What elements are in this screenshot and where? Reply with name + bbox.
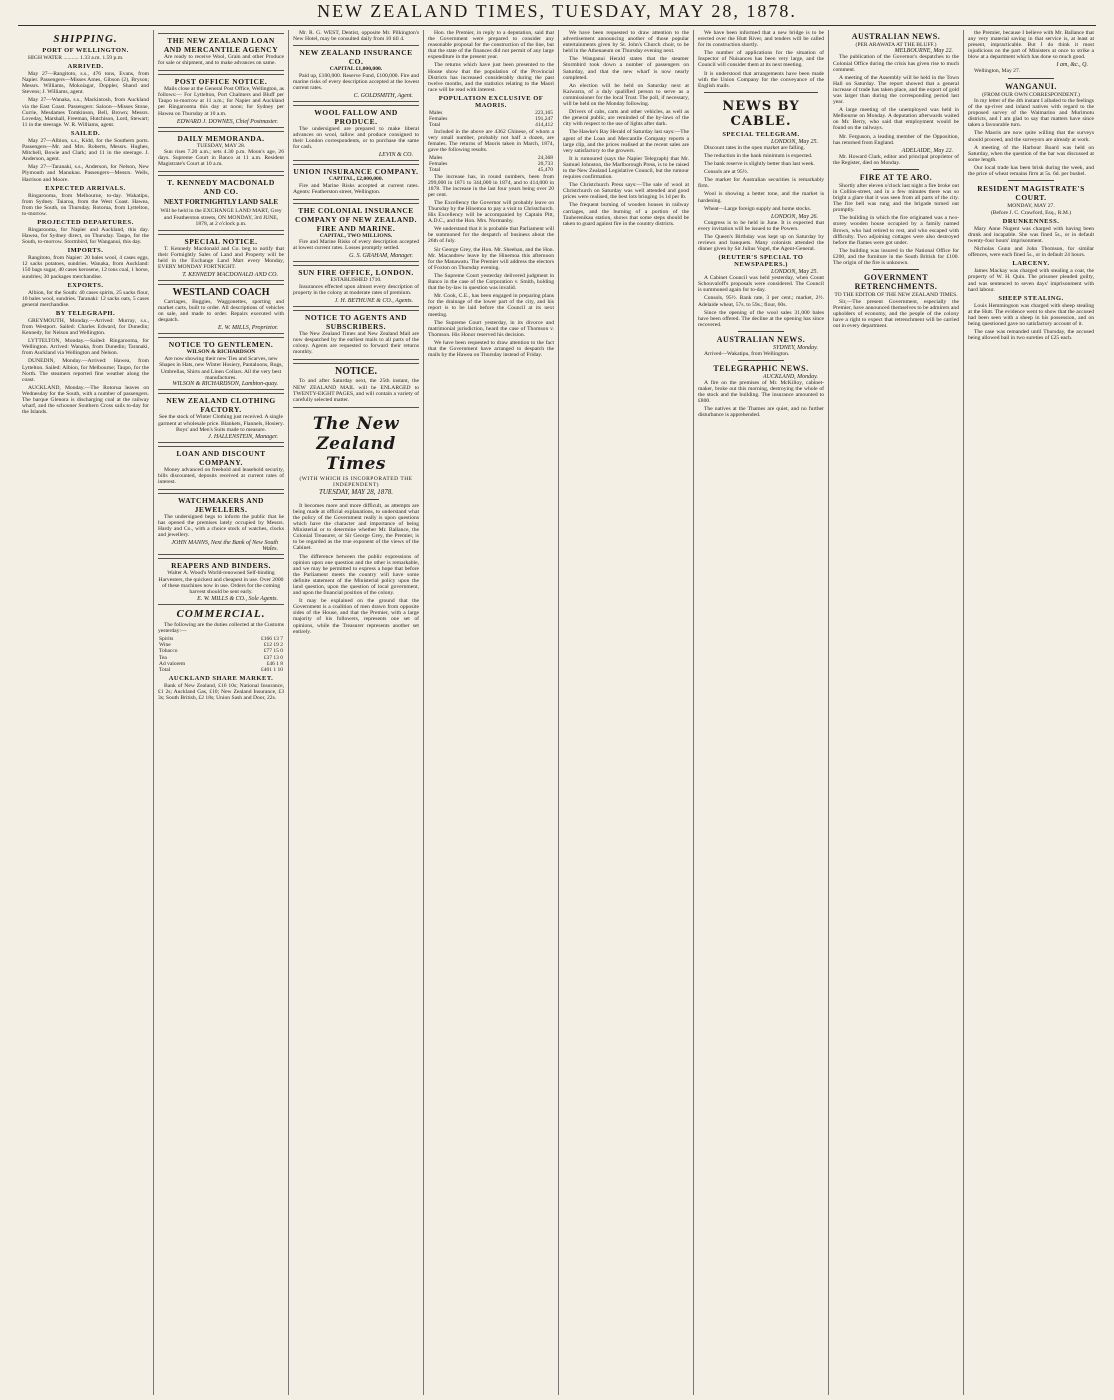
article-paragraph: Included in the above are 4362 Chinese, of whom a very small number, probably not half a dozen, are females. The returns of Maoris taken in March, 1874, gave the following results. — [428, 128, 554, 153]
ad-text: Carriages, Buggies, Waggonettes, sporting and market carts, built to order. All descriptions of vehicles on sale, and made to order. Repairs executed with despatch. — [158, 298, 284, 324]
row-label: Females — [429, 116, 448, 123]
correspondent-line: (FROM OUR OWN CORRESPONDENT.) — [982, 91, 1080, 98]
article-paragraph: Drivers of cabs, carts and other vehicles, as well as the general public, are reminded of the by-laws of the city with respect to the use of lights after dark. — [563, 109, 689, 128]
article-paragraph: The Christchurch Press says:—The sale of wool at Christchurch on Saturday was well attended and good prices were realised, the best lots bringing 1s 1d per lb. — [563, 182, 689, 201]
column-1 — [18, 30, 153, 1395]
ad-text: Fire and Marine Risks of every description accepted at lowest current rates. Losses promptly settled. — [293, 239, 419, 252]
ad-text: Fire and Marine Risks accepted at current rates. Agents: Featherston street, Wellington. — [293, 182, 419, 195]
row-value: £46 1 8 — [266, 660, 283, 667]
commercial-text: The following are the duties collected at the Customs yesterday:— — [158, 621, 284, 634]
divider — [333, 499, 379, 500]
reuter-heading: (REUTER'S SPECIAL TO NEWSPAPERS.) — [718, 254, 804, 269]
row-value: 20,733 — [537, 161, 553, 168]
port-heading: PORT OF WELLINGTON. — [42, 47, 129, 54]
ad-heading: UNION INSURANCE COMPANY. — [293, 167, 419, 177]
ad-heading: LOAN AND DISCOUNT COMPANY. — [176, 448, 266, 467]
shipping-paragraph: AUCKLAND, Monday.—The Rotorua leaves on Wednesday for the South, with a number of passengers. The barque Glenora is discharging coal at the railway wharf, and the schooner Southern Cross sails to-day for the Islands. — [22, 384, 149, 416]
ad-heading: SUN FIRE OFFICE, LONDON. — [298, 268, 414, 278]
advertisement — [158, 337, 284, 390]
leader-paragraph: It may be explained on the ground that the Government is a coalition of men drawn from opposite sides of the House, and that the Premier, with a large majority of his followers, represents one set of opinions, while the Treasurer represents another set entirely. — [293, 598, 419, 635]
news-item: A large meeting of the unemployed was held in Melbourne on Monday. A deputation afterwards waited on Mr. Berry, who said that employment would be found on the railways. — [833, 107, 959, 132]
exports-heading: EXPORTS. — [67, 281, 104, 289]
row-label: Males — [429, 109, 443, 116]
dateline: LONDON, May 25. — [770, 138, 818, 145]
advertisement — [293, 310, 419, 360]
article-paragraph: The Supreme Court yesterday, in its divorce and matrimonial jurisdiction, heard the case of Thomson v. Thomson. His Honor reserved his decision. — [428, 319, 554, 338]
article-paragraph: The returns which have just been presented to the House show that the population of the Provincial Districts has increased considerably during the past twelve months, and the statistics relating to the Maori race will be read with interest. — [428, 62, 554, 93]
cable-item: Discount rates in the open market are falling. — [704, 144, 805, 151]
projected-heading: PROJECTED DEPARTURES. — [37, 218, 134, 226]
shipping-paragraph: May 27—Rangitoto, s.s., 476 tons, Evans, from Napier. Passengers—Misses Ames, Gibson (2), Bryson; Messrs. Williams, Mokoiagar, Doppler, Shand and Stevens; J. Williams, agent. — [22, 71, 149, 96]
divider — [1008, 78, 1054, 79]
row-value: £166 13 7 — [261, 636, 283, 643]
advertisement — [158, 33, 284, 71]
ad-text: Paid up, £100,000. Reserve Fund, £100,000. Fire and marine risks of every description accepted at the lowest current rates. — [293, 72, 419, 91]
news-item: A fire on the premises of Mr. McKilloy, cabinet-maker, broke out this morning, destroying the whole of the stock and the building. The insurance amounted to £800. — [698, 380, 824, 405]
ad-text: Sun rises 7.20 a.m.; sets 4.30 p.m. Moon's age, 26 days. Supreme Court in Banco at 11 a.m. Resident Magistrate's Court at 10 a.m. — [158, 149, 284, 168]
ad-subheading: WILSON & RICHARDSON — [186, 349, 256, 356]
ad-heading: WOOL FALLOW AND PRODUCE. — [314, 107, 398, 126]
shipping-paragraph: GREYMOUTH, Monday.—Arrived: Murray, s.s., from Westport. Sailed: Charles Edward, for Dunedin; Kennedy, for Nelson and Wellington. — [22, 317, 149, 337]
ad-heading: T. KENNEDY MACDONALD AND CO. — [167, 178, 275, 197]
ad-text: Insurances effected upon almost every description of property in the colony at moderate rates of premium. — [293, 283, 419, 296]
row-label: Ad valorem — [159, 660, 186, 667]
leader-date: TUESDAY, MAY 28, 1878. — [318, 487, 394, 496]
case-paragraph: Louis Hemmingson was charged with sheep stealing at the Hutt. The evidence went to show that the accused had been seen with a sheep in his possession, and on being questioned gave no satisfactory account of it. — [968, 302, 1094, 328]
advertisement — [293, 164, 419, 200]
ad-signature: T. KENNEDY MACDONALD AND CO. — [182, 271, 278, 278]
news-item: The natives at the Thames are quiet, and no further disturbance is apprehended. — [698, 406, 824, 419]
ad-heading: DAILY MEMORANDA. — [177, 133, 265, 143]
ad-text: Are ready to receive Wool, Grain and other Produce for sale or shipment, and to make advances on same. — [158, 54, 284, 67]
ad-text: Walter A. Wood's World-renowned Self-binding Harvesters, the quickest and cheapest in use. Over 2000 of these machines now in use. Orders for the coming harvest should be sent early. — [158, 570, 284, 596]
advertisement — [158, 558, 284, 605]
news-item: Mr. Ferguson, a leading member of the Opposition, has returned from England. — [833, 133, 959, 146]
row-label: Total — [429, 167, 441, 174]
case-paragraph: The case was remanded until Thursday, the accused being allowed bail in two sureties of £25 each. — [968, 329, 1094, 342]
letter-paragraph: Sir,—The present Government, especially the Premier, have announced themselves to be admirers and upholders of economy, and the people of the colony have a right to expect that retrenchment will be carried out in every department. — [833, 298, 959, 329]
newspaper-subtitle: (WITH WHICH IS INCORPORATED THE INDEPENDENT) — [299, 475, 413, 488]
ad-signature: WILSON & RICHARDSON, Lambton-quay. — [172, 381, 278, 388]
case-heading: SHEEP STEALING. — [998, 294, 1064, 302]
court-date: MONDAY, MAY 27. — [1007, 203, 1055, 210]
shipping-title: SHIPPING. — [53, 33, 118, 45]
row-label: Males — [429, 154, 443, 161]
advertisement — [158, 493, 284, 555]
shipping-paragraph: Ringarooma, for Napier and Auckland, this day. Hawea, for Sydney direct, on Thursday. Taupo, for the South, to-morrow. Stormbird, for Wanganui, this day. — [22, 226, 149, 246]
duties-table — [158, 636, 284, 673]
dateline: LONDON, May 25. — [770, 269, 818, 276]
article-paragraph: We have been requested to draw attention to the advertisement announcing another of those popular entertainments given by St. John's Church choir, to be held in the Athenaeum on Thursday evening next. — [563, 30, 689, 55]
retrenchments-heading: GOVERNMENT RETRENCHMENTS. — [854, 273, 938, 292]
advertisement — [158, 393, 284, 442]
divider — [1008, 180, 1054, 181]
shipping-paragraph: Albion, for the South: 40 cases spirits, 25 sacks flour, 10 bales wool, sundries. Taranaki: 12 sacks oats, 5 cases general merchandise. — [22, 289, 149, 308]
ad-subheading: ESTABLISHED 1710. — [330, 277, 382, 284]
ad-text: T. Kennedy Macdonald and Co. beg to notify that their Fortnightly Sales of Land and Property will be held in the Exchange Land Mart every Monday, EVERY MONDAY FORTNIGHT. — [158, 245, 284, 270]
letter-paragraph: the Premier, because I believe with Mr. Ballance that any very material saving in that service is, at least at present, impracticable. But I do think it most injudicious on the part of Ministers at once to strike a blow at a department which has done so much good. — [968, 30, 1094, 61]
shipping-paragraph: Ringarooma, from Melbourne, to-day. Wakatipu, from Sydney. Taiaroa, from the West Coast. Hawea, from the South, on Thursday. Rotorua, from Lyttelton, to-morrow. — [22, 192, 149, 217]
row-value: 223,165 — [535, 109, 553, 116]
article-paragraph: The Wanganui Herald states that the steamer Stormbird took down a number of passengers on Saturday, and that the new wharf is now nearly completed. — [563, 56, 689, 81]
divider — [738, 331, 784, 332]
divider — [738, 360, 784, 361]
row-label: Spirits — [159, 636, 174, 643]
cable-news-title: NEWS BY CABLE. — [722, 98, 800, 129]
column-7 — [828, 30, 963, 1395]
sailed-heading: SAILED. — [70, 129, 101, 137]
article-paragraph: We understand that it is probable that Parliament will be summoned for the despatch of business about the 26th of July. — [428, 226, 554, 245]
cable-item: Congress is to be held in June. It is expected that every invitation will be issued to the Powers. — [698, 219, 824, 232]
ad-text: The undersigned are prepared to make liberal advances on wool, tallow and produce consigned to their London correspondents, or to purchase the same for cash. — [293, 125, 419, 151]
letter-signature: I am, &c., Q. — [1056, 62, 1088, 69]
article-paragraph: It is understood that arrangements have been made with the Union Company for the conveyance of the English mails. — [698, 70, 824, 89]
ad-heading: WESTLAND COACH — [172, 286, 270, 298]
advertisement — [158, 175, 284, 230]
dateline: LONDON, May 26. — [770, 213, 818, 220]
article-paragraph: The increase has, in round numbers, been from 299,000 in 1871 to 344,000 in 1874, and to 414,000 in 1878. The increase in the last four years being over 20 per cent. — [428, 173, 554, 198]
row-value: 24,368 — [537, 154, 553, 161]
cable-item: Since the opening of the wool sales 31,000 bales have been offered. The decline at the opening has since recovered. — [698, 309, 824, 328]
ad-signature: C. GOLDSMITH, Agent. — [353, 92, 413, 99]
ad-signature: G. S. GRAHAM, Manager. — [349, 253, 413, 260]
shipping-paragraph: Rangitoto, from Napier: 20 bales wool, 4 cases eggs, 12 sacks potatoes, sundries. Wanaka, from Auckland: 150 bags sugar, 40 cases kerosene, 12 tons coal, 1 horse, sundries; 30 packages merchandise. — [22, 255, 149, 280]
cable-item: Wool is showing a better tone, and the market is hardening. — [698, 191, 824, 204]
letter-addressee: TO THE EDITOR OF THE NEW ZEALAND TIMES. — [834, 292, 958, 299]
cable-item: Wheat—Large foreign supply and home stocks. — [704, 205, 812, 212]
article-paragraph: An election will be held on Saturday next at Kaiwarra, of a duly qualified person to serve as a commissioner for the local Trust. The poll, if necessary, will be held on the Monday following. — [563, 82, 689, 108]
ad-heading: NEW ZEALAND INSURANCE CO. — [299, 48, 413, 67]
population-table — [428, 110, 554, 129]
article-paragraph: A meeting of the Harbour Board was held on Saturday, when the question of the bar was discussed at some length. — [968, 144, 1094, 163]
ad-text: The undersigned begs to inform the public that he has opened the premises lately occupied by Messrs. Hardy and Co., with a choice stock of watches, clocks and jewellery. — [158, 513, 284, 539]
ad-text: Money advanced on freehold and leasehold security, bills discounted, deposits received at current rates of interest. — [158, 466, 284, 485]
article-paragraph: We have been requested to draw attention to the fact that the Government have arranged to despatch the mails by the Hawea on Thursday instead of Friday. — [428, 339, 554, 359]
ad-text: See the stock of Winter Clothing just received. A single garment at wholesale price. Blankets, Flannels, Hosiery. Boys' and Men's Suits made to measure. — [158, 414, 284, 434]
article-paragraph: The number of applications for the situation of Inspector of Nuisances has been very large, and the Council will consider them at its next meeting. — [698, 50, 824, 69]
row-label: Wine — [159, 642, 171, 649]
divider — [704, 92, 818, 93]
row-label: Females — [429, 161, 448, 168]
column-8 — [963, 30, 1098, 1395]
ad-signature: E. W. MILLS & CO., Sole Agents. — [197, 595, 278, 602]
news-item: Mr. Howard Clark, editor and principal proprietor of the Register, died on Monday. — [833, 153, 959, 166]
ad-text: Are now showing their new Ties and Scarves, new Shapes in Hats, new Winter Hosiery, Pantaloons, Rugs, Umbrellas, Shirts and Linen Collars. All the very best manufactures. — [159, 355, 283, 381]
wanganui-heading: WANGANUI. — [1005, 81, 1057, 91]
commercial-title: COMMERCIAL. — [176, 607, 266, 620]
ad-text: The New Zealand Times and New Zealand Mail are now despatched by the earliest mails to all parts of the colony. Agents are requested to forward their returns monthly. — [293, 331, 419, 356]
ad-subheading: NEXT FORTNIGHTLY LAND SALE — [163, 198, 279, 207]
dateline: AUCKLAND, Monday. — [762, 374, 818, 380]
column-6 — [693, 30, 828, 1395]
cable-subheading: SPECIAL TELEGRAM. — [722, 130, 800, 138]
advertisement — [293, 105, 419, 161]
article-paragraph: Sir George Grey, the Hon. Mr. Sheehan, and the Hon. Mr. Macandrew leave by the Hinemoa this afternoon for the Manawatu. The Premier will address the electors of Foxton on Thursday evening. — [428, 246, 554, 271]
advertisement — [158, 446, 284, 490]
article-paragraph: The Maoris are now quite willing that the surveys should proceed, and the surveyors are already at work. — [968, 130, 1094, 143]
notice-paragraph: Mr. R. G. WEST, Dentist, opposite Mr. Pilkington's New Hotel, may be consulted daily from 10 till 4. — [293, 30, 419, 43]
case-heading: LARCENY. — [1012, 260, 1050, 268]
news-item: The publication of the Governor's despatches to the Colonial Office during the crisis has given rise to much comment. — [833, 54, 959, 73]
cable-item: The reduction in the bank minimum is expected. — [704, 152, 813, 159]
advertisement — [293, 265, 419, 307]
masthead-rule — [18, 25, 1096, 26]
ad-heading: NOTICE TO GENTLEMEN. — [168, 340, 274, 350]
ad-text: Mails close at the General Post Office, Wellington, as follows:— For Lyttelton, Port Chalmers and Bluff per Taupo to-morrow at 11 a.m.; for Napier and Auckland per Ringarooma this day at noon; for Sydney per Hawea on Thursday at 10 a.m. — [158, 86, 284, 117]
column-4 — [423, 30, 558, 1395]
article-paragraph: Shortly after eleven o'clock last night a fire broke out in Collins-street, and in a few minutes there was so bright a glare that it was seen from all parts of the city. The fire bell was rung and the brigade turned out promptly. — [833, 182, 959, 214]
australian-news-source: (PER ARAWATA AT THE BLUFF.) — [855, 42, 937, 48]
column-2 — [153, 30, 288, 1395]
dateline: SYDNEY, Monday. — [773, 344, 818, 351]
ad-signature: J. HALLENSTEIN, Manager. — [208, 433, 278, 440]
divider — [873, 169, 919, 170]
cable-item: The Queen's Birthday was kept up on Saturday by reviews and banquets. Many colonists attended the dinner given by Sir Julius Vogel, the Agent-General. — [698, 233, 824, 253]
advertisement — [158, 131, 284, 173]
newspaper-title: The New Zealand Times — [312, 413, 400, 474]
telegraph-heading: BY TELEGRAPH. — [55, 309, 116, 317]
ad-heading: REAPERS AND BINDERS. — [171, 561, 271, 571]
shipping-paragraph: May 27—Albion, s.s., Kidd, for the Southern ports. Passengers—Mr. and Mrs. Roberts, Messrs. Hughes, Mitchell, Bowie and Clark; and 11 in the steerage. J. Anderson, agent. — [22, 137, 149, 163]
telegraphic-news-heading: TELEGRAPHIC NEWS. — [713, 364, 809, 373]
advertisement — [158, 74, 284, 127]
ad-signature: LEVIN & CO. — [378, 152, 413, 159]
ad-signature: J. H. BETHUNE & CO., Agents. — [334, 298, 413, 305]
dateline: ADELAIDE, May 22. — [901, 147, 953, 154]
news-item: A meeting of the Assembly will be held in the Town Hall on Saturday. The report showed that a general increase of trade has taken place, and the export of gold was larger than during the corresponding period last year. — [833, 74, 959, 106]
ad-heading: THE NEW ZEALAND LOAN AND MERCANTILE AGENCY — [163, 36, 279, 54]
ad-subheading: CAPITAL, TWO MILLIONS. — [319, 232, 393, 239]
leader-paragraph: It becomes more and more difficult, as attempts are being made at official explanations, to understand what the policy of the Government really is upon questions which have the character and importance of being Ministerial or to determine whether Mr. Ballance, the Colonial Treasurer, or Sir George Grey, the Premier, is to be regarded as the true exponent of the views of the Cabinet. — [293, 502, 419, 552]
ad-heading: THE COLONIAL INSURANCE COMPANY OF NEW ZEALAND. FIRE AND MARINE. — [295, 205, 417, 233]
ad-subheading: CAPITAL, £2,000,000. — [328, 176, 384, 183]
australian-news-heading: AUSTRALIAN NEWS. — [716, 334, 806, 344]
cable-item: The bank reserve is slightly better than last week. — [704, 161, 815, 168]
ad-signature: EDWARD J. DOWNES, Chief Postmaster. — [176, 118, 278, 125]
article-paragraph: Hon. the Premier, in reply to a deputation, said that the Government were prepared to consider any reasonable proposal for the construction of the line, but that the state of the finances did not permit of any large expenditure in the present year. — [428, 30, 554, 61]
row-label: Total — [159, 667, 171, 674]
imports-heading: IMPORTS. — [67, 247, 104, 255]
news-item: Arrived—Wakatipu, from Wellington. — [704, 350, 790, 357]
column-3 — [288, 30, 423, 1395]
letter-place: Wellington, May 27. — [974, 68, 1021, 75]
shipping-paragraph: LYTTELTON, Monday.—Sailed: Ringarooma, for Wellington. Arrived: Wanaka, from Dunedin; Taranaki, from Auckland via Wellington and Nelson. — [22, 338, 149, 357]
row-value: 191,247 — [535, 116, 553, 123]
fire-heading: FIRE AT TE ARO. — [859, 172, 933, 182]
article-paragraph: The building was insured in the National Office for £200, and the furniture in the South British for £100. The origin of the fire is unknown. — [833, 247, 959, 267]
advertisement — [158, 284, 284, 334]
ad-date: TUESDAY, MAY 28. — [196, 142, 246, 149]
expected-heading: EXPECTED ARRIVALS. — [45, 184, 126, 192]
ad-heading: NEW ZEALAND CLOTHING FACTORY. — [166, 396, 276, 415]
advertisement — [158, 234, 284, 281]
article-paragraph: Our local trade has been brisk during the week, and the price of wheat remains firm at 5s. 6d. per bushel. — [968, 164, 1094, 177]
article-paragraph: We have been informed that a new bridge is to be erected over the Hutt River, and tenders will be called for its construction shortly. — [698, 30, 824, 49]
cable-item: Consols, 95½. Bank rate, 3 per cent.; market, 2½. Adelaide wheat, 57s. to 59s.; flour, 60s. — [698, 295, 824, 308]
ad-heading: SPECIAL NOTICE. — [184, 236, 258, 246]
article-paragraph: It is rumoured (says the Napier Telegraph) that Mr. Samuel Johnston, the Marlborough Press, is to be raised to the New Zealand Legislative Council, but the rumour requires confirmation. — [563, 155, 689, 181]
court-heading: RESIDENT MAGISTRATE'S COURT. — [977, 184, 1085, 203]
column-5 — [558, 30, 693, 1395]
row-label: Tea — [159, 654, 167, 661]
article-paragraph: The building in which the fire originated was a two-storey wooden house occupied by a family named Brown, who had retired to rest, and who escaped with difficulty. Two adjoining cottages were also destroyed before the flames were got under. — [833, 215, 959, 246]
advertisement — [293, 363, 419, 407]
court-judge: (Before J. C. Crawford, Esq., R.M.) — [990, 209, 1072, 216]
article-paragraph: The Excellency the Governor will probably leave on Thursday by the Hinemoa to pay a visit to Christchurch. His Excellency will be accompanied by Captain Pitt, A.D.C., and the Hon. Mrs. Normanby. — [428, 199, 554, 225]
arrived-heading: ARRIVED. — [67, 63, 104, 71]
article-paragraph: In my letter of the 4th instant I alluded to the feelings of the up-river and inland natives with regard to the proposed survey of the Waimarino and Murimotu districts, and I am glad to say that matters have since taken a favourable turn. — [968, 97, 1094, 129]
leader-paragraph: The difference between the public expressions of opinion upon one question and the other is remarkable, and we may be permitted to express a hope that before the Parliament meets the country will have some definite statement of the Ministerial policy upon the land question, upon the question of local government, and upon the financial position of the colony. — [293, 553, 419, 597]
shipping-paragraph: May 27—Wanaka, s.s., Mackintosh, from Auckland via the East Coast. Passengers: Saloon—Misses Stone, Currie, Mesdames Tomkinson, Bell, Brown; Messrs. Loveday, Marshall, Freeman, Hutchison, Lord, Stewart; 11 in the steerage. W. R. Williams, agent. — [22, 97, 149, 128]
advertisement — [293, 45, 419, 102]
row-value: £77 15 0 — [263, 648, 283, 655]
ad-text: Will be held in the EXCHANGE LAND MART, Grey and Featherston streets, ON MONDAY, 3rd JUNE, 1878, at 2 o'clock p.m. — [160, 208, 282, 228]
cable-item: The market for Australian securities is remarkably firm. — [698, 177, 824, 190]
ad-signature: E. W. MILLS, Proprietor. — [217, 325, 278, 332]
ad-signature: JOHN MANNS, Next the Bank of New South Wales. — [171, 540, 278, 553]
article-paragraph: The Hawke's Bay Herald of Saturday last says:—The agent of the Loan and Mercantile Company reports a large clip, and the prices realised at the recent sales are very satisfactory to the growers. — [563, 129, 689, 154]
share-market-text: Bank of New Zealand, £16 10s; National Insurance, £1 2s; Auckland Gas, £10; New Zealand Insurance, £3 3s; South British, £2 18s; Union Sash and Door, 22s. — [158, 683, 284, 702]
columns — [18, 30, 1098, 1395]
shipping-paragraph: May 27—Taranaki, s.s., Anderson, for Nelson, New Plymouth and Manukau. Passengers—Messrs. Wells, Harrison and Moore. — [22, 164, 149, 183]
dateline: MELBOURNE, May 22. — [894, 48, 953, 55]
row-label: Total — [429, 122, 441, 129]
share-market-heading: AUCKLAND SHARE MARKET. — [168, 675, 274, 683]
australian-news-heading: AUSTRALIAN NEWS. — [851, 32, 941, 41]
maori-table — [428, 155, 554, 174]
ad-heading: NOTICE. — [335, 366, 377, 378]
case-paragraph: Mary Anne Nugent was charged with having been drunk and incapable. She was fined 5s., or in default twenty-four hours' imprisonment. — [968, 225, 1094, 245]
cable-item: A Cabinet Council was held yesterday, when Count Schouvaloff's proposals were considered. The Council is summoned again for to-day. — [698, 275, 824, 294]
article-paragraph: The frequent burning of wooden houses in railway carriages, and the burning of a portion of the Tauherenikau station, shows that some steps should be taken to guard against fire in the country districts. — [563, 202, 689, 227]
masthead: NEW ZEALAND TIMES, TUESDAY, MAY 28, 1878. — [317, 1, 797, 21]
row-value: 45,470 — [537, 167, 553, 174]
table-row — [158, 667, 284, 673]
case-paragraph: Nicholas Gunn and John Thomson, for similar offences, were each fined 5s., or in default 24 hours. — [968, 246, 1094, 259]
divider — [873, 269, 919, 270]
article-paragraph: The Supreme Court yesterday delivered judgment in Banco in the case of the Corporation v. Smith, holding that the by-law in question was invalid. — [428, 272, 554, 292]
case-paragraph: James Mackay was charged with stealing a coat, the property of W. H. Quin. The prisoner pleaded guilty, and was sentenced to seven days' imprisonment with hard labour. — [968, 268, 1094, 293]
tide-line: HIGH WATER ........... 1.33 a.m. 1.59 p.m. — [28, 55, 124, 61]
row-value: £401 1 10 — [261, 667, 283, 674]
case-heading: DRUNKENNESS. — [1002, 217, 1060, 225]
ad-heading: POST OFFICE NOTICE. — [174, 77, 268, 87]
row-label: Tobacco — [159, 648, 178, 655]
advertisement — [293, 203, 419, 263]
shipping-paragraph: DUNEDIN, Monday.—Arrived: Hawea, from Lyttelton. Sailed: Albion, for Melbourne; Taupo, for the North. The steamers reported fine weather along the coast. — [22, 358, 149, 383]
article-paragraph: Mr. Cook, C.E., has been engaged in preparing plans for the drainage of the lower part of the city, and his report is to be laid before the Council at its next meeting. — [428, 293, 554, 318]
cable-item: Consols are at 95½. — [704, 169, 749, 176]
ad-heading: NOTICE TO AGENTS AND SUBSCRIBERS. — [304, 313, 408, 332]
ad-text: To and after Saturday next, the 25th instant, the NEW ZEALAND MAIL will be ENLARGED to TWENTY-EIGHT PAGES, and will contain a variety of carefully selected matter. — [293, 378, 419, 403]
row-value: £37 13 0 — [263, 654, 283, 661]
row-value: £12 19 2 — [263, 642, 283, 649]
row-value: 414,412 — [535, 122, 553, 129]
ad-heading: WATCHMAKERS AND JEWELLERS. — [178, 495, 264, 514]
ad-subheading: CAPITAL £1,000,000. — [329, 66, 383, 73]
population-heading: POPULATION EXCLUSIVE OF MAORIS. — [438, 94, 544, 109]
